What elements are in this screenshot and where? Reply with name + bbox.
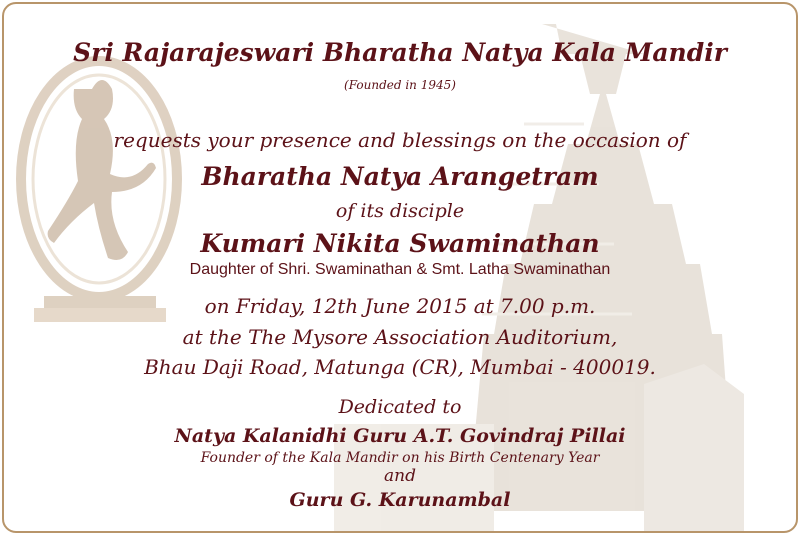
date-time: on Friday, 12th June 2015 at 7.00 p.m. <box>204 294 596 318</box>
address: Bhau Daji Road, Matunga (CR), Mumbai - 400019. <box>144 355 656 379</box>
of-its-disciple: of its disciple <box>335 200 465 222</box>
performer-name: Kumari Nikita Swaminathan <box>200 229 600 258</box>
and-connector: and <box>384 466 416 486</box>
venue: at the The Mysore Association Auditorium, <box>182 325 618 349</box>
guru-1-note: Founder of the Kala Mandir on his Birth Centenary Year <box>200 450 600 466</box>
guru-2: Guru G. Karunambal <box>289 489 511 511</box>
parents-line: Daughter of Shri. Swaminathan & Smt. Latha Swaminathan <box>189 261 611 278</box>
nataraja-statue-image <box>21 61 177 322</box>
guru-1: Natya Kalanidhi Guru A.T. Govindraj Pillai <box>174 425 626 447</box>
request-line: requests your presence and blessings on the occasion of <box>113 128 687 152</box>
dedicated-to: Dedicated to <box>338 396 462 418</box>
founded-year: (Founded in 1945) <box>344 78 456 92</box>
event-title: Bharatha Natya Arangetram <box>201 162 599 191</box>
institution-name: Sri Rajarajeswari Bharatha Natya Kala Mandir <box>73 38 727 67</box>
